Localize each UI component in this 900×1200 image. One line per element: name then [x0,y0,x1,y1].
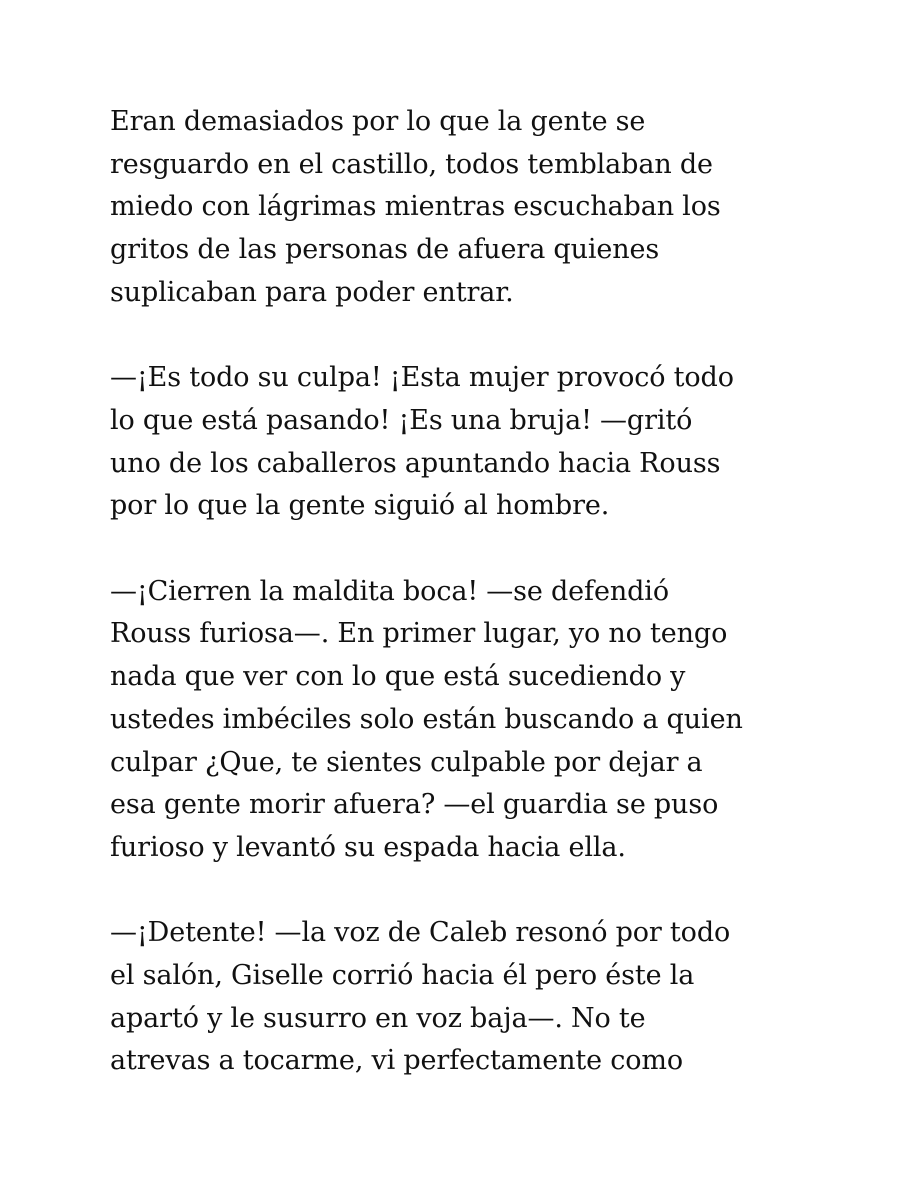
text-line: apartó y le susurro en voz baja—. No te [110,1002,646,1034]
text-line: furioso y levantó su espada hacia ella. [110,831,626,863]
text-line: esa gente morir afuera? —el guardia se puso [110,789,719,821]
text-line: culpar ¿Que, te sientes culpable por dejar a [110,746,703,778]
paragraph-3 [110,571,800,870]
text-line: —¡Es todo su culpa! ¡Esta mujer provocó todo [110,362,734,394]
text-line: atrevas a tocarme, vi perfectamente como [110,1045,684,1077]
text-line: nada que ver con lo que está sucediendo y [110,661,686,693]
text-line: Eran demasiados por lo que la gente se [110,106,646,137]
text-line: miedo con lágrimas mientras escuchaban los [110,191,721,223]
text-line: Rouss furiosa—. En primer lugar, yo no tengo [110,618,728,650]
paragraph-4 [110,912,800,1083]
text-line: gritos de las personas de afuera quienes [110,234,660,266]
text-line: lo que está pasando! ¡Es una bruja! —gritó [110,404,693,436]
text-line: ustedes imbéciles solo están buscando a quien [110,703,743,735]
text-line: por lo que la gente siguió al hombre. [110,490,610,522]
paragraph-1 [110,101,800,315]
text-line: —¡Detente! —la voz de Caleb resonó por todo [110,917,731,949]
text-line: el salón, Giselle corrió hacia él pero éste la [110,960,695,992]
text-line: suplicaban para poder entrar. [110,276,514,308]
text-line: uno de los caballeros apuntando hacia Rouss [110,447,721,479]
paragraph-2 [110,357,800,528]
text-line: —¡Cierren la maldita boca! —se defendió [110,575,669,607]
text-line: resguardo en el castillo, todos temblaban de [110,148,713,180]
document-page [110,101,800,1083]
